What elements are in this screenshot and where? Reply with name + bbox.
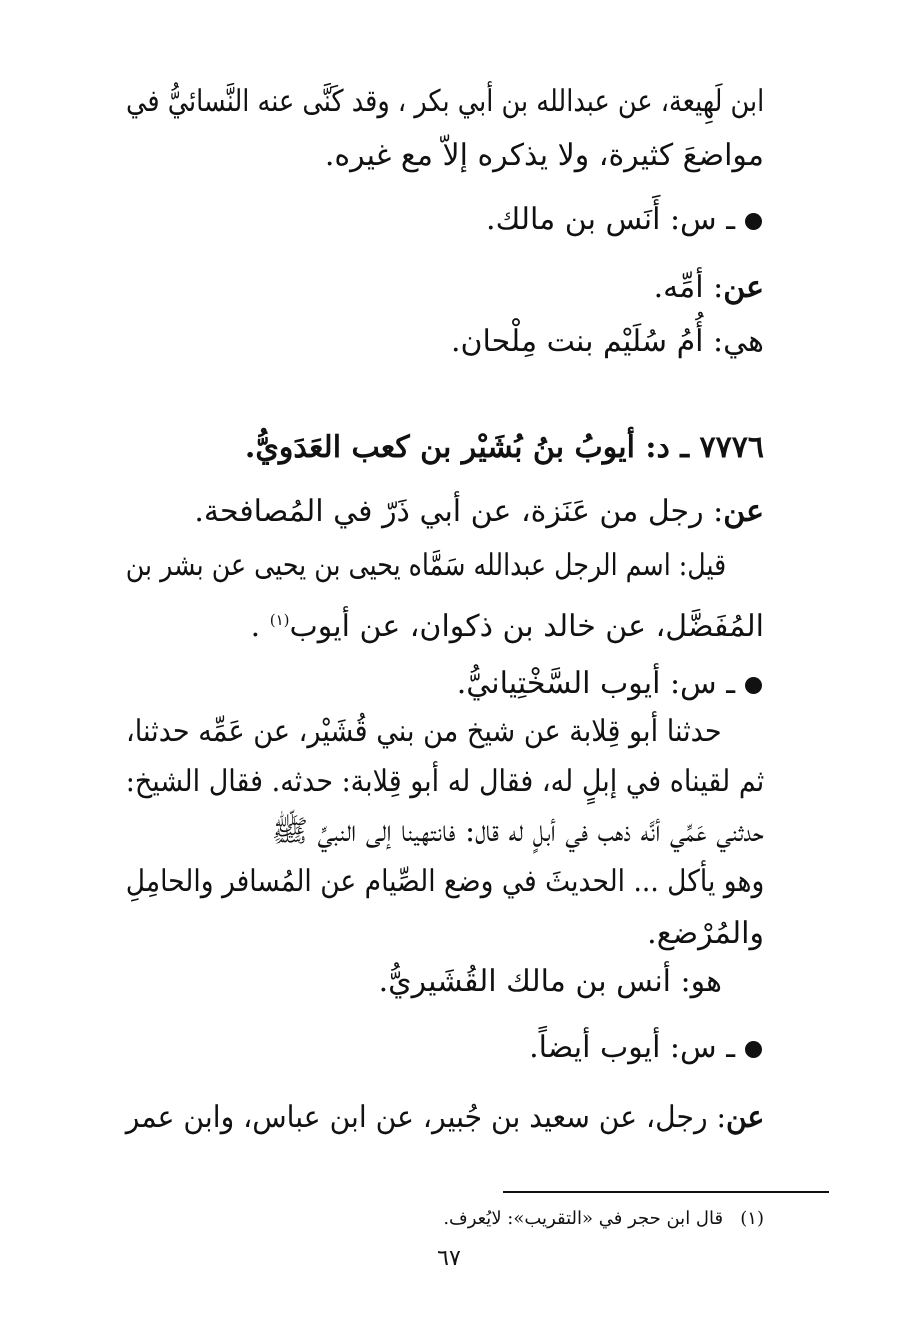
entry-heading: ٧٧٧٦ ـ د: أيوبُ بنُ بُشَيْر بن كعب العَدَويُّ.: [244, 430, 764, 465]
bullet-icon: [745, 213, 762, 230]
text-line: قيل: اسم الرجل عبدالله سَمَّاه يحيى بن يحيى عن بشر بن: [125, 548, 726, 583]
footnote-marker: (١): [740, 1208, 764, 1229]
label-an: عن: [723, 270, 764, 305]
footnote-reference: (١): [269, 611, 290, 629]
footnote-text: قال ابن حجر في «التقريب»: لايُعرف.: [443, 1208, 724, 1229]
page-number: ٦٧: [437, 1246, 461, 1271]
text-line: عن: رجل، عن سعيد بن جُبير، عن ابن عباس، وابن عمر: [125, 1100, 764, 1135]
text-line: هو: أنس بن مالك القُشَيريُّ.: [378, 964, 722, 999]
text-line: مواضعَ كثيرة، ولا يذكره إلاّ مع غيره.: [324, 138, 764, 173]
entry-heading: ـ س: أيوب أيضاً.: [529, 1028, 762, 1068]
text-line: المُفَضَّل، عن خالد بن ذكوان، عن أيوب$^{(١)}$ .: [250, 609, 764, 644]
text-line: حدثني عَمِّي أنَّه ذهب في أبلٍ له قال: فانتهينا إلى النبيِّ ﷺ: [271, 814, 764, 849]
entry-heading: ـ س: أيوب السَّخْتِيانيُّ.: [457, 664, 762, 704]
bullet-icon: [745, 1041, 762, 1058]
footnote: [443, 1206, 764, 1232]
bullet-icon: [745, 677, 762, 694]
text-line: ابن لَهِيعة، عن عبدالله بن أبي بكر ، وقد كَنَّى عنه النَّسائيُّ في: [125, 84, 764, 119]
text-line: والمُرْضع.: [647, 916, 764, 951]
label-an: عن: [725, 1100, 764, 1135]
text-line: عن: رجل من عَنَزة، عن أبي ذَرّ في المُصافحة.: [194, 494, 764, 529]
text-line: ثم لقيناه في إبلٍ له، فقال له أبو قِلابة: حدثه. فقال الشيخ:: [125, 764, 764, 799]
text-line: هي: أُمُ سُلَيْم بنت مِلْحان.: [450, 324, 764, 359]
footnote-divider: [503, 1191, 829, 1193]
entry-heading: ـ س: أَنَس بن مالك.: [486, 200, 762, 240]
label-an: عن: [723, 494, 764, 529]
text-line: حدثنا أبو قِلابة عن شيخ من بني قُشَيْر، عن عَمِّه حدثنا،: [126, 714, 722, 749]
text-line: عن: أمِّه.: [653, 270, 764, 305]
label-hiya: هي: [723, 324, 764, 359]
text-line: وهو يأكل ... الحديثَ في وضع الصِّيام عن المُسافر والحامِلِ: [125, 864, 764, 899]
label-huwa: هو: [690, 964, 722, 999]
